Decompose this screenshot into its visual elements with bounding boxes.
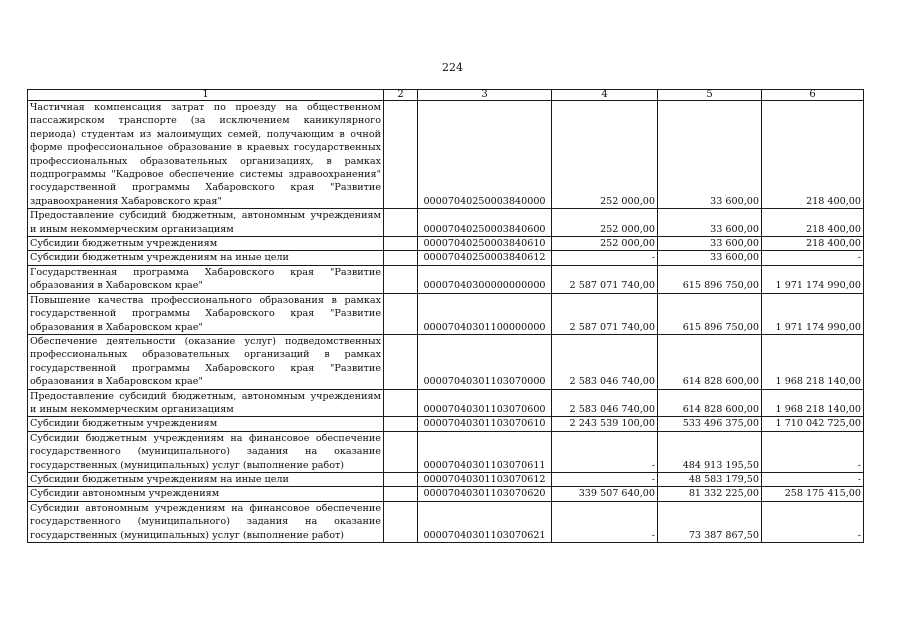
row-col2-cell bbox=[384, 209, 418, 237]
row-code-cell: 00007040301103070612 bbox=[418, 472, 552, 486]
row-name-cell: Субсидии автономным учреждениям bbox=[28, 487, 384, 501]
column-header: 2 bbox=[384, 90, 418, 101]
row-value-col5: 615 896 750,00 bbox=[658, 293, 762, 334]
table-row bbox=[28, 293, 864, 334]
row-name-cell: Субсидии бюджетным учреждениям bbox=[28, 237, 384, 251]
row-code-cell: 00007040301103070610 bbox=[418, 417, 552, 431]
row-value-col5: 33 600,00 bbox=[658, 237, 762, 251]
row-value-col5: 533 496 375,00 bbox=[658, 417, 762, 431]
budget-table bbox=[27, 89, 864, 543]
row-col2-cell bbox=[384, 251, 418, 265]
row-code-cell: 00007040300000000000 bbox=[418, 265, 552, 293]
row-name-cell: Субсидии бюджетным учреждениям bbox=[28, 417, 384, 431]
row-name-cell: Повышение качества профессионального образования в рамках государственной программы Хабаровского края "Развитие образования в Хабаровском крае" bbox=[28, 293, 384, 334]
row-value-col5: 33 600,00 bbox=[658, 251, 762, 265]
row-col2-cell bbox=[384, 501, 418, 542]
row-value-col6: - bbox=[762, 251, 864, 265]
row-value-col6: 218 400,00 bbox=[762, 237, 864, 251]
table-row bbox=[28, 265, 864, 293]
row-name-cell: Субсидии автономным учреждениям на финансовое обеспечение государственного (муниципального) задания на оказание государственных (муниципальных) услуг (выполнение работ) bbox=[28, 501, 384, 542]
row-value-col4: - bbox=[552, 251, 658, 265]
row-name-cell: Субсидии бюджетным учреждениям на иные цели bbox=[28, 251, 384, 265]
table-row bbox=[28, 101, 864, 209]
row-code-cell: 00007040301103070000 bbox=[418, 334, 552, 389]
row-value-col5: 73 387 867,50 bbox=[658, 501, 762, 542]
row-value-col4: - bbox=[552, 472, 658, 486]
row-col2-cell bbox=[384, 334, 418, 389]
row-value-col6: 1 971 174 990,00 bbox=[762, 293, 864, 334]
row-value-col6: 258 175 415,00 bbox=[762, 487, 864, 501]
row-value-col4: 2 587 071 740,00 bbox=[552, 265, 658, 293]
row-value-col5: 484 913 195,50 bbox=[658, 431, 762, 472]
column-header: 6 bbox=[762, 90, 864, 101]
row-col2-cell bbox=[384, 101, 418, 209]
row-value-col4: - bbox=[552, 501, 658, 542]
table-row bbox=[28, 417, 864, 431]
row-code-cell: 00007040301103070611 bbox=[418, 431, 552, 472]
row-value-col4: 2 583 046 740,00 bbox=[552, 389, 658, 417]
row-value-col6: 1 968 218 140,00 bbox=[762, 389, 864, 417]
row-name-cell: Субсидии бюджетным учреждениям на иные цели bbox=[28, 472, 384, 486]
row-value-col4: 2 587 071 740,00 bbox=[552, 293, 658, 334]
row-value-col6: - bbox=[762, 472, 864, 486]
row-col2-cell bbox=[384, 293, 418, 334]
row-value-col4: 252 000,00 bbox=[552, 101, 658, 209]
row-value-col5: 615 896 750,00 bbox=[658, 265, 762, 293]
row-code-cell: 00007040301103070620 bbox=[418, 487, 552, 501]
row-code-cell: 00007040301103070600 bbox=[418, 389, 552, 417]
row-value-col4: - bbox=[552, 431, 658, 472]
row-name-cell: Обеспечение деятельности (оказание услуг) подведомственных профессиональных образовательных организаций в рамках государственной программы Хабаровского края "Развитие образования в Хабаровском крае" bbox=[28, 334, 384, 389]
row-col2-cell bbox=[384, 237, 418, 251]
row-code-cell: 00007040301103070621 bbox=[418, 501, 552, 542]
row-code-cell: 00007040250003840610 bbox=[418, 237, 552, 251]
column-header: 1 bbox=[28, 90, 384, 101]
row-code-cell: 00007040301100000000 bbox=[418, 293, 552, 334]
table-row bbox=[28, 251, 864, 265]
table-row bbox=[28, 501, 864, 542]
row-value-col4: 339 507 640,00 bbox=[552, 487, 658, 501]
column-header: 5 bbox=[658, 90, 762, 101]
row-value-col6: - bbox=[762, 431, 864, 472]
table-row bbox=[28, 334, 864, 389]
column-header: 4 bbox=[552, 90, 658, 101]
row-value-col5: 81 332 225,00 bbox=[658, 487, 762, 501]
row-code-cell: 00007040250003840600 bbox=[418, 209, 552, 237]
row-value-col4: 2 583 046 740,00 bbox=[552, 334, 658, 389]
row-name-cell: Предоставление субсидий бюджетным, автономным учреждениям и иным некоммерческим организациям bbox=[28, 209, 384, 237]
row-value-col4: 2 243 539 100,00 bbox=[552, 417, 658, 431]
column-header-row bbox=[28, 90, 864, 101]
table-row bbox=[28, 472, 864, 486]
row-code-cell: 00007040250003840000 bbox=[418, 101, 552, 209]
row-name-cell: Частичная компенсация затрат по проезду на общественном пассажирском транспорте (за исключением каникулярного периода) студентам из малоимущих семей, получающим в очной форме профессиональное образование в краевых государственных профессиональных образовательных организациях, в рамках подпрограммы "Кадровое обеспечение системы здравоохранения" государственной программы Хабаровского края "Развитие здравоохранения Хабаровского края" bbox=[28, 101, 384, 209]
row-value-col6: 1 971 174 990,00 bbox=[762, 265, 864, 293]
row-value-col6: 1 710 042 725,00 bbox=[762, 417, 864, 431]
row-col2-cell bbox=[384, 487, 418, 501]
row-value-col6: 1 968 218 140,00 bbox=[762, 334, 864, 389]
table-row bbox=[28, 237, 864, 251]
row-col2-cell bbox=[384, 389, 418, 417]
row-value-col6: 218 400,00 bbox=[762, 209, 864, 237]
row-col2-cell bbox=[384, 431, 418, 472]
row-name-cell: Предоставление субсидий бюджетным, автономным учреждениям и иным некоммерческим организациям bbox=[28, 389, 384, 417]
row-col2-cell bbox=[384, 265, 418, 293]
table-row bbox=[28, 389, 864, 417]
page-number: 224 bbox=[442, 61, 463, 74]
row-value-col5: 614 828 600,00 bbox=[658, 389, 762, 417]
table-row bbox=[28, 487, 864, 501]
table-row bbox=[28, 431, 864, 472]
row-col2-cell bbox=[384, 472, 418, 486]
row-value-col5: 48 583 179,50 bbox=[658, 472, 762, 486]
row-value-col5: 33 600,00 bbox=[658, 209, 762, 237]
table-row bbox=[28, 209, 864, 237]
row-value-col6: - bbox=[762, 501, 864, 542]
column-header: 3 bbox=[418, 90, 552, 101]
row-col2-cell bbox=[384, 417, 418, 431]
row-value-col6: 218 400,00 bbox=[762, 101, 864, 209]
row-name-cell: Государственная программа Хабаровского края "Развитие образования в Хабаровском крае" bbox=[28, 265, 384, 293]
row-value-col5: 614 828 600,00 bbox=[658, 334, 762, 389]
row-value-col4: 252 000,00 bbox=[552, 209, 658, 237]
row-value-col5: 33 600,00 bbox=[658, 101, 762, 209]
row-code-cell: 00007040250003840612 bbox=[418, 251, 552, 265]
row-name-cell: Субсидии бюджетным учреждениям на финансовое обеспечение государственного (муниципального) задания на оказание государственных (муниципальных) услуг (выполнение работ) bbox=[28, 431, 384, 472]
row-value-col4: 252 000,00 bbox=[552, 237, 658, 251]
